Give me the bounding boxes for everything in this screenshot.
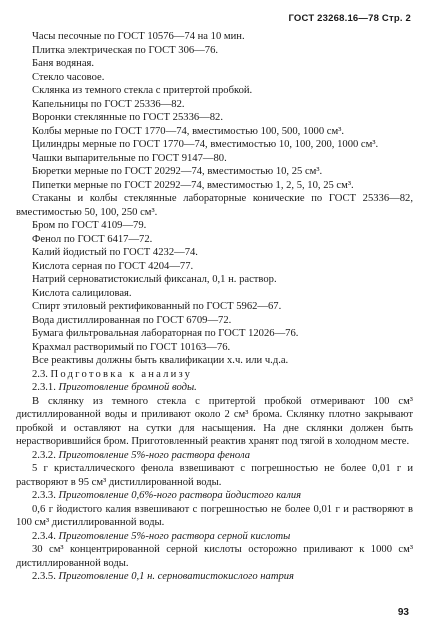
page-number: 93 [397, 606, 409, 618]
paragraph: 30 см³ концентрированной серной кислоты осторожно приливают к 1000 см³ дистиллированной воды. [16, 544, 413, 569]
equipment-line: Плитка электрическая по ГОСТ 306—76. [32, 44, 219, 56]
subsection-title: Приготовление 0,1 н. серноватистокислого натрия [58, 571, 294, 582]
equipment-line: Чашки выпарительные по ГОСТ 9147—80. [32, 152, 227, 164]
reagent-line: Калий йодистый по ГОСТ 4232—74. [32, 247, 198, 258]
subsection-title: Приготовление бромной воды. [58, 382, 197, 393]
reagent-line: Кислота серная по ГОСТ 4204—77. [32, 260, 194, 272]
subsection-heading [16, 489, 413, 503]
equipment-line: Пипетки мерные по ГОСТ 20292—74, вместимостью 1, 2, 5, 10, 25 см³. [32, 179, 354, 191]
equipment-line: Колбы мерные по ГОСТ 1770—74, вместимостью 100, 500, 1000 см³. [32, 125, 345, 137]
subsection-number: 2.3.4. [32, 530, 56, 542]
reagent-line: Крахмал растворимый по ГОСТ 10163—76. [32, 341, 231, 353]
subsection-number: 2.3.1. [32, 382, 56, 393]
equipment-line: Цилиндры мерные по ГОСТ 1770—74, вместимостью 10, 100, 200, 1000 см³. [32, 139, 379, 150]
subsection-title: Приготовление 5%-ного раствора фенола [58, 449, 250, 461]
reagent-line: Вода дистиллированная по ГОСТ 6709—72. [32, 314, 232, 326]
paragraph: В склянку из темного стекла с притертой пробкой отмеривают 100 см³ дистиллированной воды и приливают около 2 см³ брома. Склянку плотно закрывают пробкой и оставляют на сутки для насыщения. На дне склянки должен быть нерастворившийся бром. Приготовленный реактив хранят под тягой в холодном месте. [16, 395, 413, 447]
reagent-line: Бумага фильтровальная лабораторная по ГОСТ 12026—76. [32, 328, 299, 339]
equipment-line: Часы песочные по ГОСТ 10576—74 на 10 мин. [32, 31, 245, 42]
subsection-number: 2.3.2. [32, 449, 56, 461]
equipment-line: Бюретки мерные по ГОСТ 20292—74, вместимостью 10, 25 см³. [32, 166, 323, 177]
page-header: ГОСТ 23268.16—78 Стр. 2 [288, 13, 411, 24]
section-heading [16, 368, 413, 382]
equipment-line: Склянка из темного стекла с притертой пробкой. [32, 85, 253, 96]
reagent-line: Спирт этиловый ректификованный по ГОСТ 5962—67. [32, 301, 282, 312]
equipment-line: Стаканы и колбы стеклянные лабораторные конические по ГОСТ 25336—82, вместимостью 50, 100, 250 см³. [16, 193, 413, 218]
equipment-line: Баня водяная. [32, 58, 95, 69]
section-title: Подготовка к анализу [50, 368, 193, 380]
subsection-number: 2.3.3. [32, 490, 56, 501]
subsection-heading [16, 570, 413, 584]
subsection-title: Приготовление 0,6%-ного раствора йодистого калия [58, 490, 302, 501]
subsection-heading [16, 449, 413, 463]
reagent-line: Бром по ГОСТ 4109—79. [32, 220, 147, 231]
document-body [16, 30, 413, 584]
section-number: 2.3. [32, 368, 48, 380]
equipment-line: Стекло часовое. [32, 71, 105, 83]
equipment-line: Капельницы по ГОСТ 25336—82. [32, 98, 185, 110]
equipment-line: Воронки стеклянные по ГОСТ 25336—82. [32, 112, 223, 123]
reagent-line: Фенол по ГОСТ 6417—72. [32, 233, 153, 245]
subsection-number: 2.3.5. [32, 571, 56, 582]
reagent-line: Кислота салициловая. [32, 287, 132, 299]
subsection-heading [16, 381, 413, 395]
paragraph: 0,6 г йодистого калия взвешивают с погрешностью не более 0,01 г и растворяют в 100 см³ дистиллированной воды. [16, 503, 413, 528]
subsection-title: Приготовление 5%-ного раствора серной кислоты [58, 530, 291, 542]
paragraph: 5 г кристаллического фенола взвешивают с погрешностью не более 0,01 г и растворяют в 95 см³ дистиллированной воды. [16, 463, 413, 488]
subsection-heading [16, 530, 413, 544]
reagent-line: Все реактивы должны быть квалификации х.ч. или ч.д.а. [32, 355, 289, 366]
reagent-line: Натрий серноватистокислый фиксанал, 0,1 н. раствор. [32, 274, 277, 285]
